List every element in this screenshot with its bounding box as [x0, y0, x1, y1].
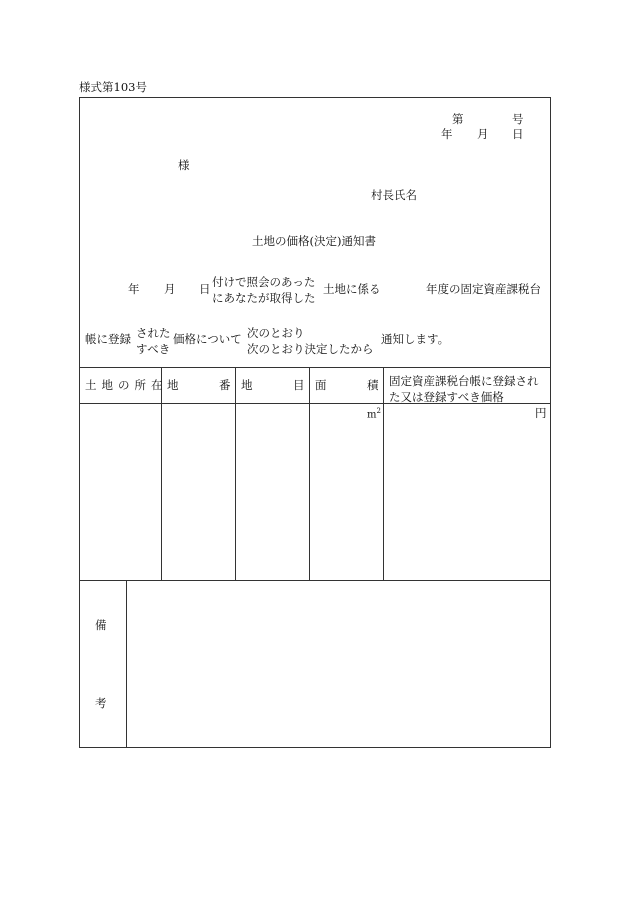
sender-name: 村長氏名	[371, 188, 417, 202]
body-year: 年	[128, 282, 140, 296]
registered-line-2: すべき	[136, 342, 171, 356]
date-day: 日	[512, 127, 524, 141]
column-divider-3	[309, 367, 310, 580]
header-price-line-2: た又は登録すべき価格	[389, 390, 504, 404]
header-area-a: 面	[315, 378, 327, 392]
area-unit	[367, 408, 381, 420]
header-category-b: 目	[293, 378, 305, 392]
body-month: 月	[164, 282, 176, 296]
document-title: 土地の価格(決定)通知書	[252, 234, 376, 248]
as-follows-phrase	[247, 325, 374, 357]
remarks-label-1: 備	[95, 618, 107, 632]
column-divider-1	[161, 367, 162, 580]
dated-line-1: 付けで照会のあった	[212, 275, 316, 289]
dated-phrase	[212, 274, 316, 306]
remarks-divider	[126, 580, 127, 748]
registered-line-1: された	[136, 326, 171, 340]
registered-phrase	[136, 325, 171, 357]
addressee-suffix: 様	[178, 158, 190, 172]
remarks-label-2: 考	[95, 696, 107, 710]
dated-line-2: にあなたが取得した	[212, 291, 316, 305]
date-year: 年	[441, 127, 453, 141]
header-price-line-1: 固定資産課税台帳に登録され	[389, 374, 539, 388]
number-suffix: 号	[512, 112, 524, 126]
about-price: 価格について	[173, 332, 242, 346]
as-follows-line-1: 次のとおり	[247, 326, 305, 340]
column-divider-4	[383, 367, 384, 580]
land-related: 土地に係る	[323, 282, 381, 296]
ledger-text: 帳に登録	[85, 332, 131, 346]
as-follows-line-2: 次のとおり決定したから	[247, 342, 374, 356]
header-area-b: 積	[367, 378, 379, 392]
table-top-rule	[79, 367, 551, 368]
price-unit: 円	[535, 406, 547, 420]
body-day: 日	[199, 282, 211, 296]
fiscal-year-text: 年度の固定資産課税台	[426, 282, 541, 296]
number-prefix: 第	[452, 112, 464, 126]
header-lot-a: 地	[167, 378, 179, 392]
column-divider-2	[235, 367, 236, 580]
header-lot-b: 番	[219, 378, 231, 392]
header-category-a: 地	[241, 378, 253, 392]
header-location: 土地の所在	[85, 378, 168, 392]
remarks-top-rule	[79, 580, 551, 581]
area-unit-base: m	[367, 409, 377, 421]
form-number: 様式第103号	[79, 80, 147, 94]
notify-text: 通知します。	[381, 332, 450, 346]
date-month: 月	[477, 127, 489, 141]
header-price	[389, 373, 539, 405]
notice-form	[79, 97, 551, 748]
area-unit-exponent: 2	[376, 407, 381, 415]
